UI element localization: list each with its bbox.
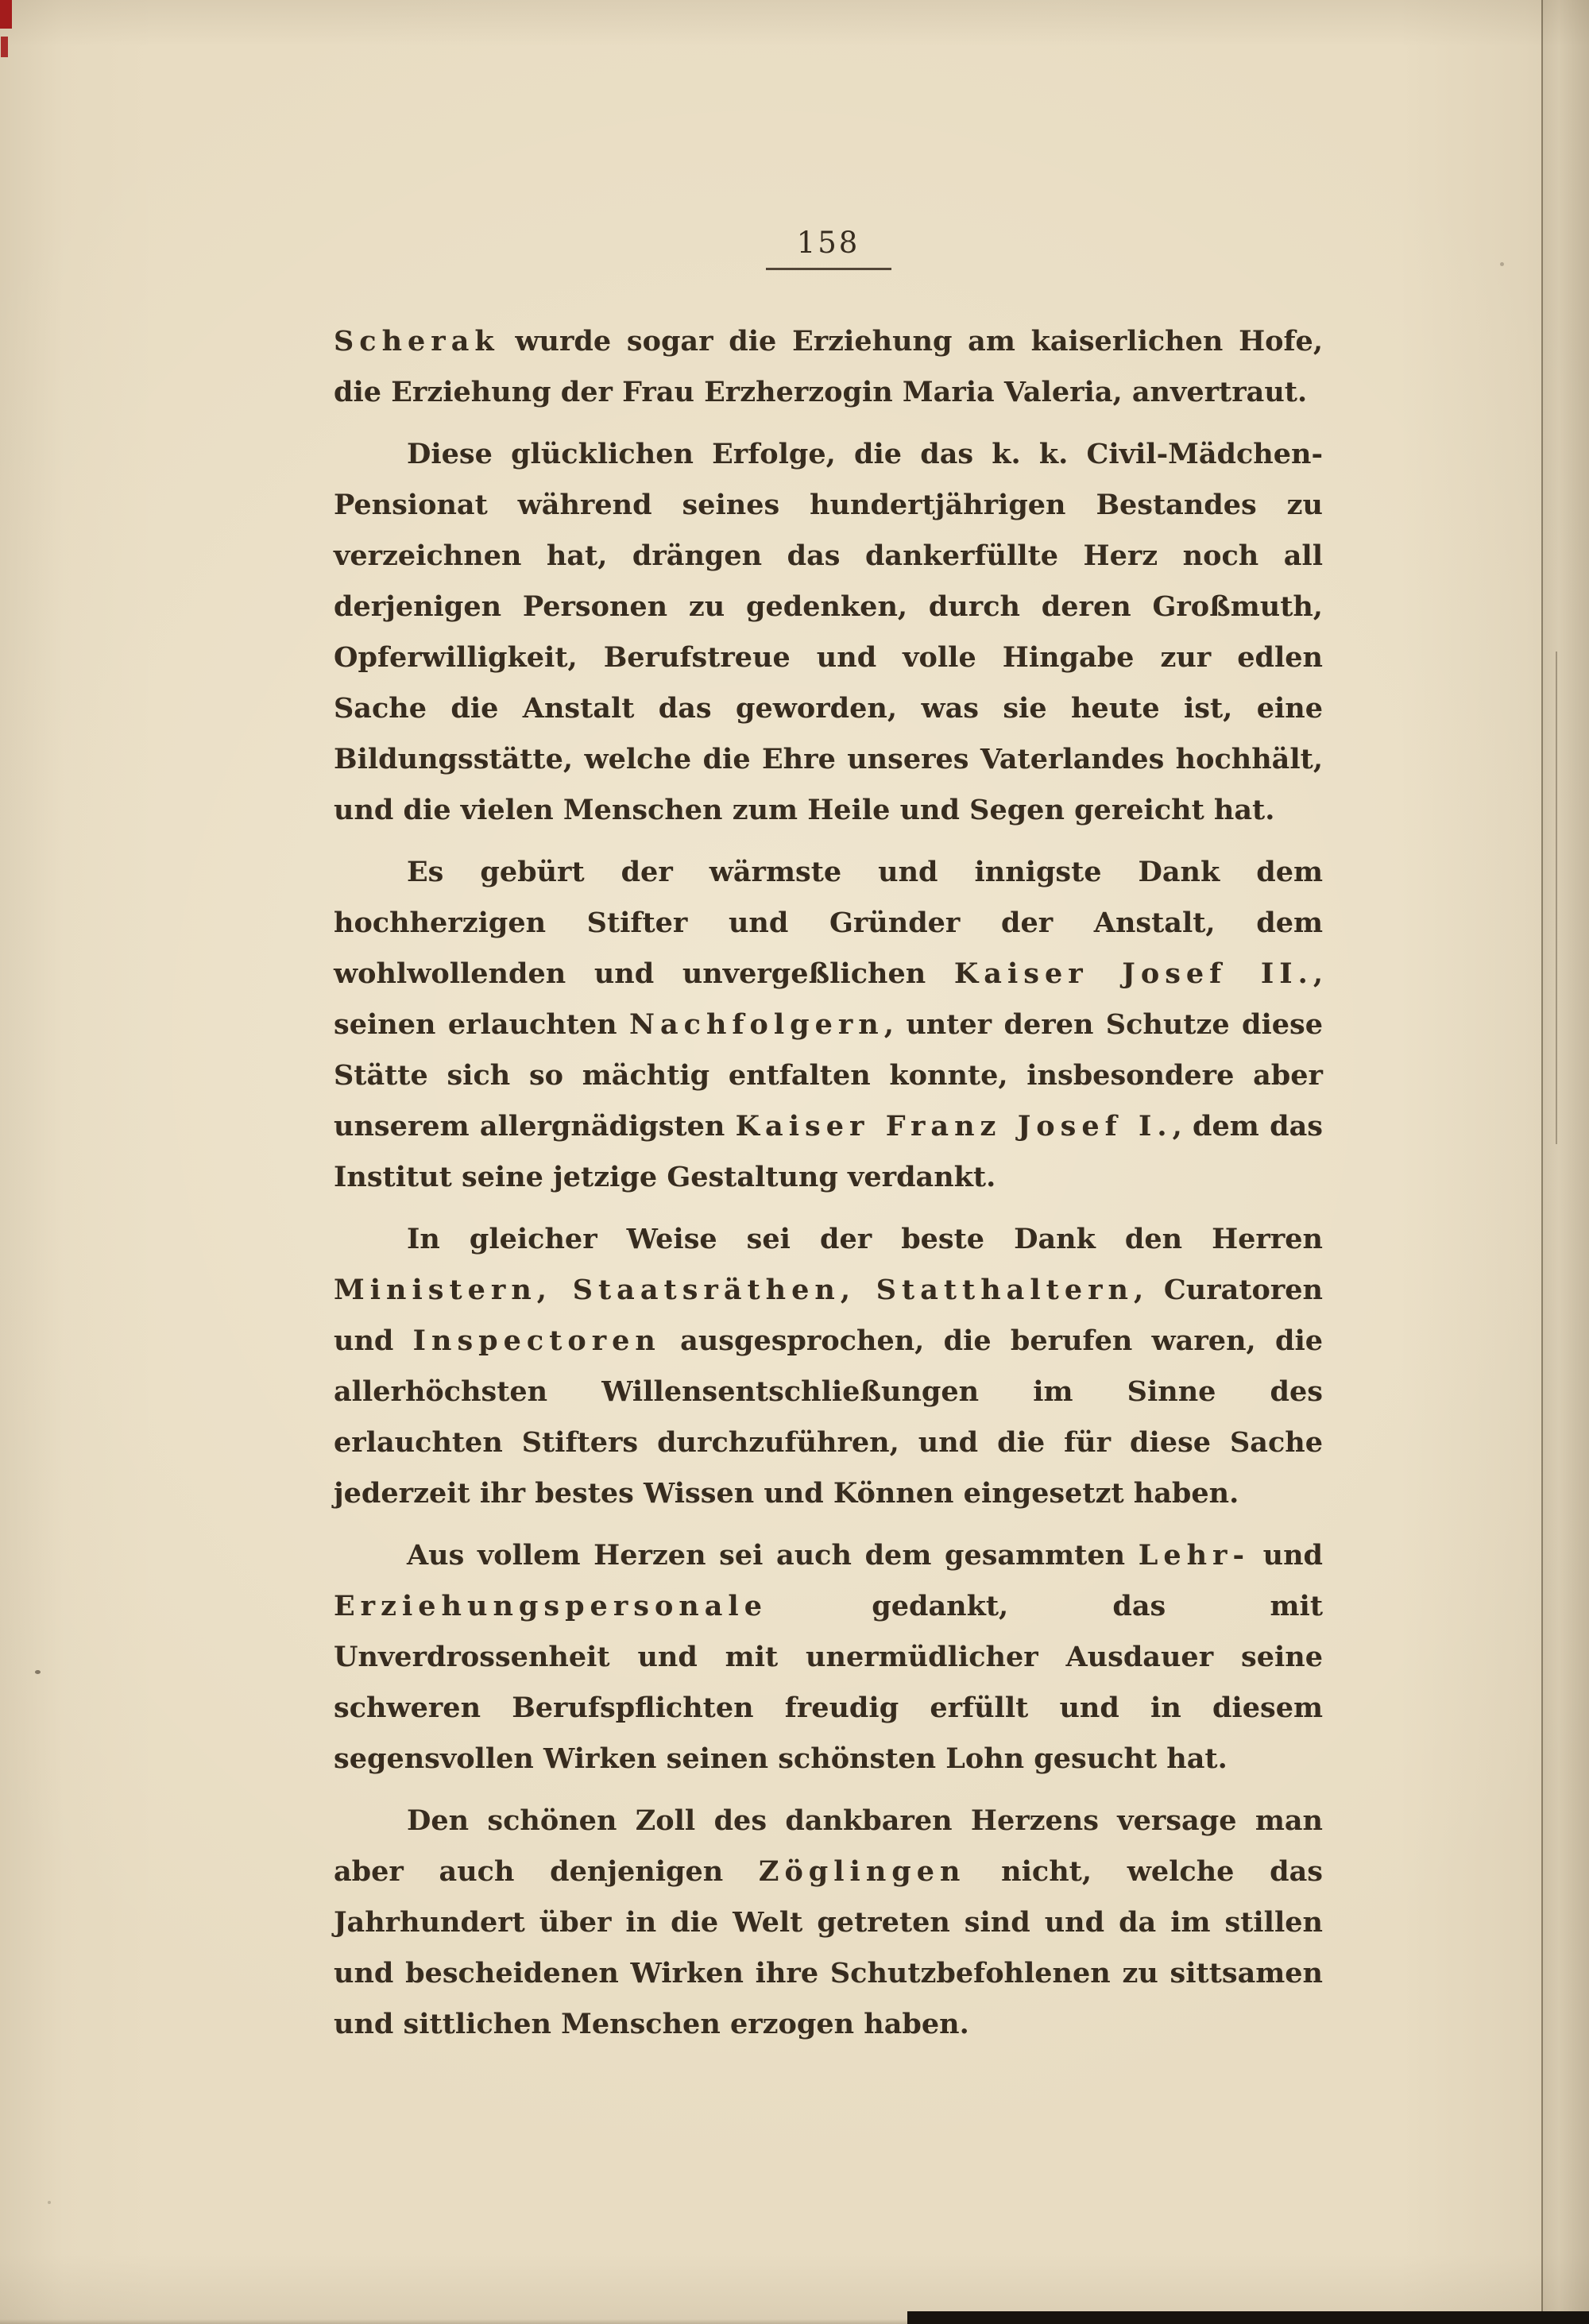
- page-edge-shadow: [1541, 0, 1589, 2324]
- paragraph: [334, 1530, 1323, 1785]
- scan-speck: [35, 1670, 41, 1674]
- page-number: 158: [796, 226, 860, 260]
- red-binding-mark: [0, 0, 12, 29]
- letterspaced-text-segment: Erziehungspersonale: [334, 1590, 767, 1622]
- text-segment: nicht, welche das Jahrhundert über in die Welt getreten sind und da im stillen und bescheidenen Wirken ihre Schutzbefohlenen zu sittsamen und sittlichen Menschen erzogen haben.: [334, 1855, 1323, 2040]
- text-segment: ausgesprochen, die berufen waren, die allerhöchsten Willensentschließungen im Sinne des erlauchten Stifters durchzuführen, und die für diese Sache jederzeit ihr bestes Wissen und Können eingesetzt haben.: [334, 1324, 1324, 1510]
- paragraph: [334, 1796, 1323, 2050]
- letterspaced-text-segment: Kaiser Josef II.: [953, 957, 1313, 990]
- text-segment: , seinen erlauchten: [334, 957, 1323, 1041]
- page-text: [334, 316, 1323, 2061]
- page-header: [334, 226, 1323, 270]
- paragraph: [334, 316, 1323, 418]
- text-segment: In gleicher Weise sei der beste Dank den Herren: [407, 1223, 1323, 1255]
- page-crease-line: [1556, 652, 1557, 1144]
- text-segment: Diese glücklichen Erfolge, die das k. k. Civil-Mädchen-Pensionat während seines hundertjährigen Bestandes zu verzeichnen hat, drängen das dankerfüllte Herz noch all derjenigen Personen zu gedenken, durch deren Großmuth, Opferwilligkeit, Berufstreue und volle Hingabe zur edlen Sache die Anstalt das geworden, was sie heute ist, eine Bildungsstätte, welche die Ehre unseres Vaterlandes hochhält, und die vielen Menschen zum Heile und Segen gereicht hat.: [334, 438, 1323, 826]
- letterspaced-text-segment: Scherak: [334, 325, 500, 358]
- text-segment: wurde sogar die Erziehung am kaiserlichen Hofe, die Erziehung der Frau Erzherzogin Maria Valeria, anvertraut.: [334, 325, 1323, 408]
- letterspaced-text-segment: Nachfolgern: [629, 1008, 884, 1041]
- letterspaced-text-segment: Inspectoren: [412, 1324, 661, 1357]
- text-segment: Den schönen Zoll des dankbaren Herzens versage man aber auch denjenigen: [334, 1804, 1323, 1888]
- red-binding-mark: [1, 37, 8, 57]
- letterspaced-text-segment: Zöglingen: [758, 1855, 966, 1888]
- letterspaced-text-segment: Lehr-: [1138, 1539, 1250, 1572]
- text-segment: und: [1250, 1539, 1324, 1572]
- text-segment: , dem das Institut seine jetzige Gestaltung verdankt.: [334, 1110, 1324, 1193]
- text-segment: Aus vollem Herzen sei auch dem gesammten: [407, 1539, 1139, 1572]
- page-number-rule: [766, 268, 891, 270]
- text-segment: Es gebürt der wärmste und innigste Dank dem hochherzigen Stifter und Gründer der Anstalt, dem wohlwollenden und unvergeßlichen: [334, 856, 1323, 990]
- text-segment: , unter deren Schutze diese Stätte sich so mächtig entfalten konnte, insbesondere aber unserem allergnädigsten: [334, 1008, 1323, 1143]
- paragraph: [334, 847, 1323, 1203]
- scan-speck: [1500, 262, 1504, 266]
- paragraph: [334, 429, 1323, 836]
- letterspaced-text-segment: Ministern, Staatsräthen, Statthaltern,: [334, 1274, 1150, 1306]
- text-segment: Curatoren und: [334, 1274, 1323, 1357]
- letterspaced-text-segment: Kaiser Franz Josef I.: [735, 1110, 1173, 1143]
- scan-speck: [48, 2201, 51, 2204]
- paragraph: [334, 1214, 1323, 1519]
- scanner-bed-strip: [907, 2311, 1589, 2324]
- text-segment: gedankt, das mit Unverdrossenheit und mit unermüdlicher Ausdauer seine schweren Berufspflichten freudig erfüllt und in diesem segensvollen Wirken seinen schönsten Lohn gesucht hat.: [334, 1590, 1323, 1775]
